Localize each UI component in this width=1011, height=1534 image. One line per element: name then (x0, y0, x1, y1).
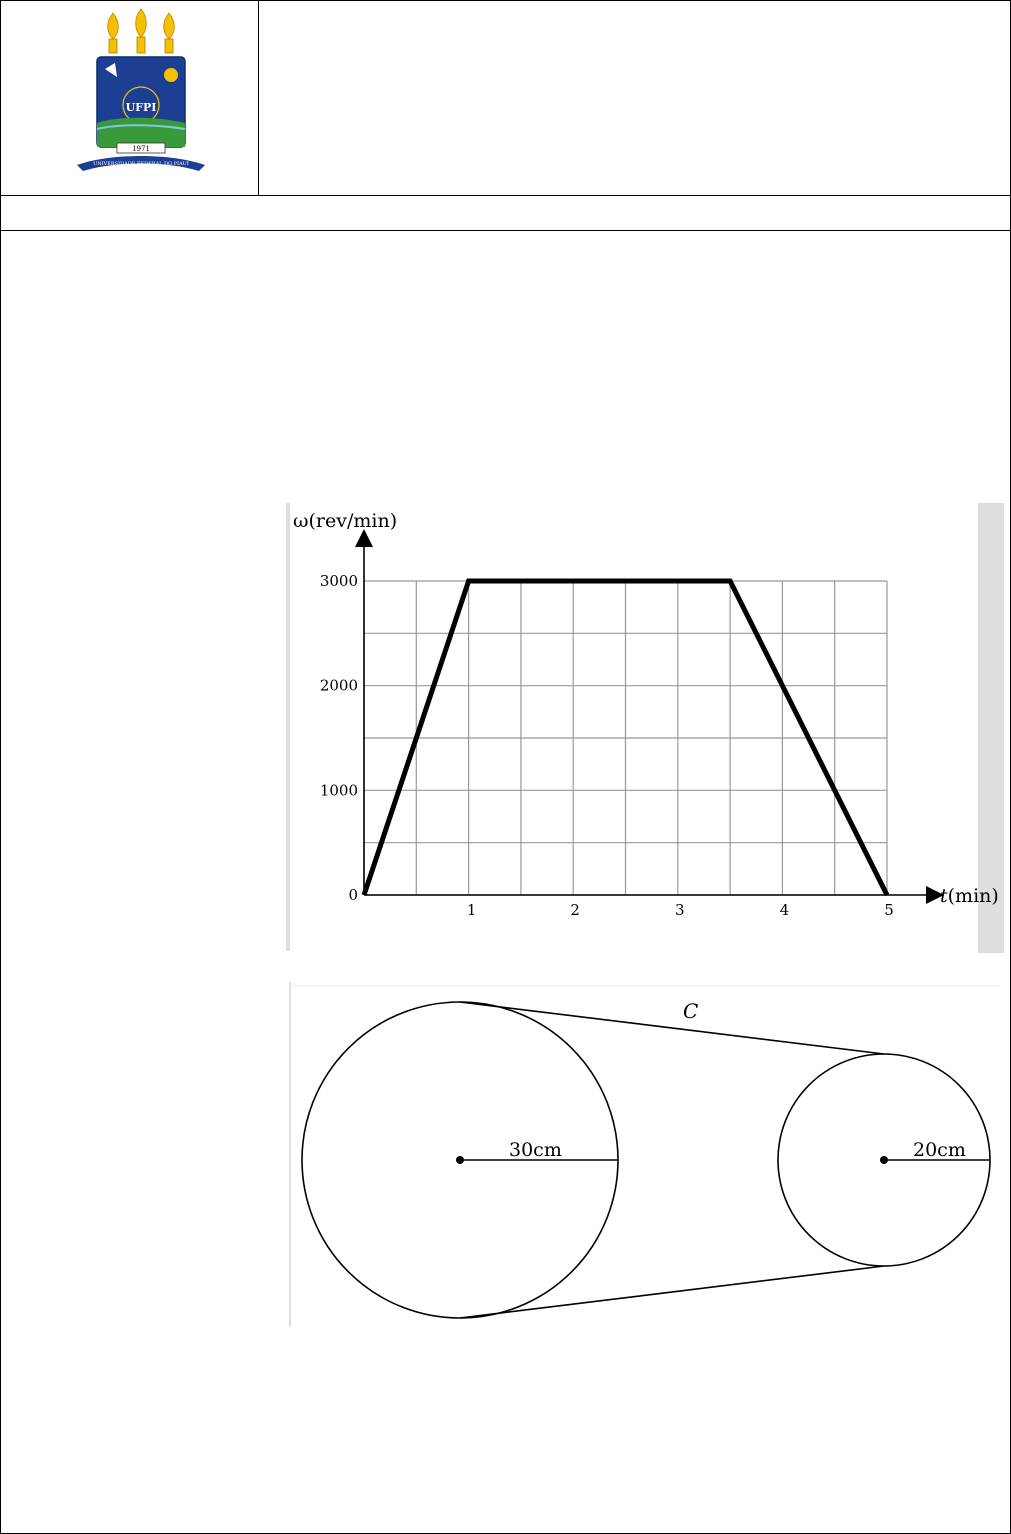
pulley-diagram (286, 982, 1006, 1327)
x-tick-label: 3 (675, 901, 685, 919)
large-radius-label: 30cm (509, 1139, 562, 1161)
belt-label: C (683, 999, 699, 1023)
belt-top (460, 1002, 884, 1054)
small-radius-label: 20cm (913, 1139, 966, 1161)
belt-bottom (460, 1266, 884, 1318)
x-tick-label: 4 (779, 901, 790, 919)
y-axis-label: ω(rev/min) (293, 510, 398, 532)
y-tick-label: 0 (348, 886, 358, 904)
y-tick-label: 1000 (319, 781, 358, 800)
chart-left-border (286, 503, 290, 951)
logo-banner: UNIVERSIDADE FEDERAL DO PIAUÍ (93, 161, 189, 167)
chart-axes (355, 529, 944, 904)
logo-name: UFPI (125, 101, 157, 114)
logo-cell (0, 0, 259, 196)
x-tick-label: 1 (466, 901, 477, 919)
y-tick-label: 3000 (319, 572, 358, 590)
x-tick-label: 2 (570, 901, 580, 919)
shield-icon (97, 57, 185, 147)
omega-chart (280, 495, 1010, 960)
logo-year: 1971 (132, 145, 150, 153)
ufpi-logo (71, 5, 211, 177)
x-axis-label: t(min) (940, 885, 999, 907)
chart-tick-labels (320, 572, 894, 919)
header-cell (258, 0, 1011, 196)
subheader-cell (0, 195, 1011, 231)
y-tick-label: 2000 (319, 676, 358, 695)
x-tick-label: 5 (884, 901, 894, 919)
torch-icon (108, 9, 175, 53)
